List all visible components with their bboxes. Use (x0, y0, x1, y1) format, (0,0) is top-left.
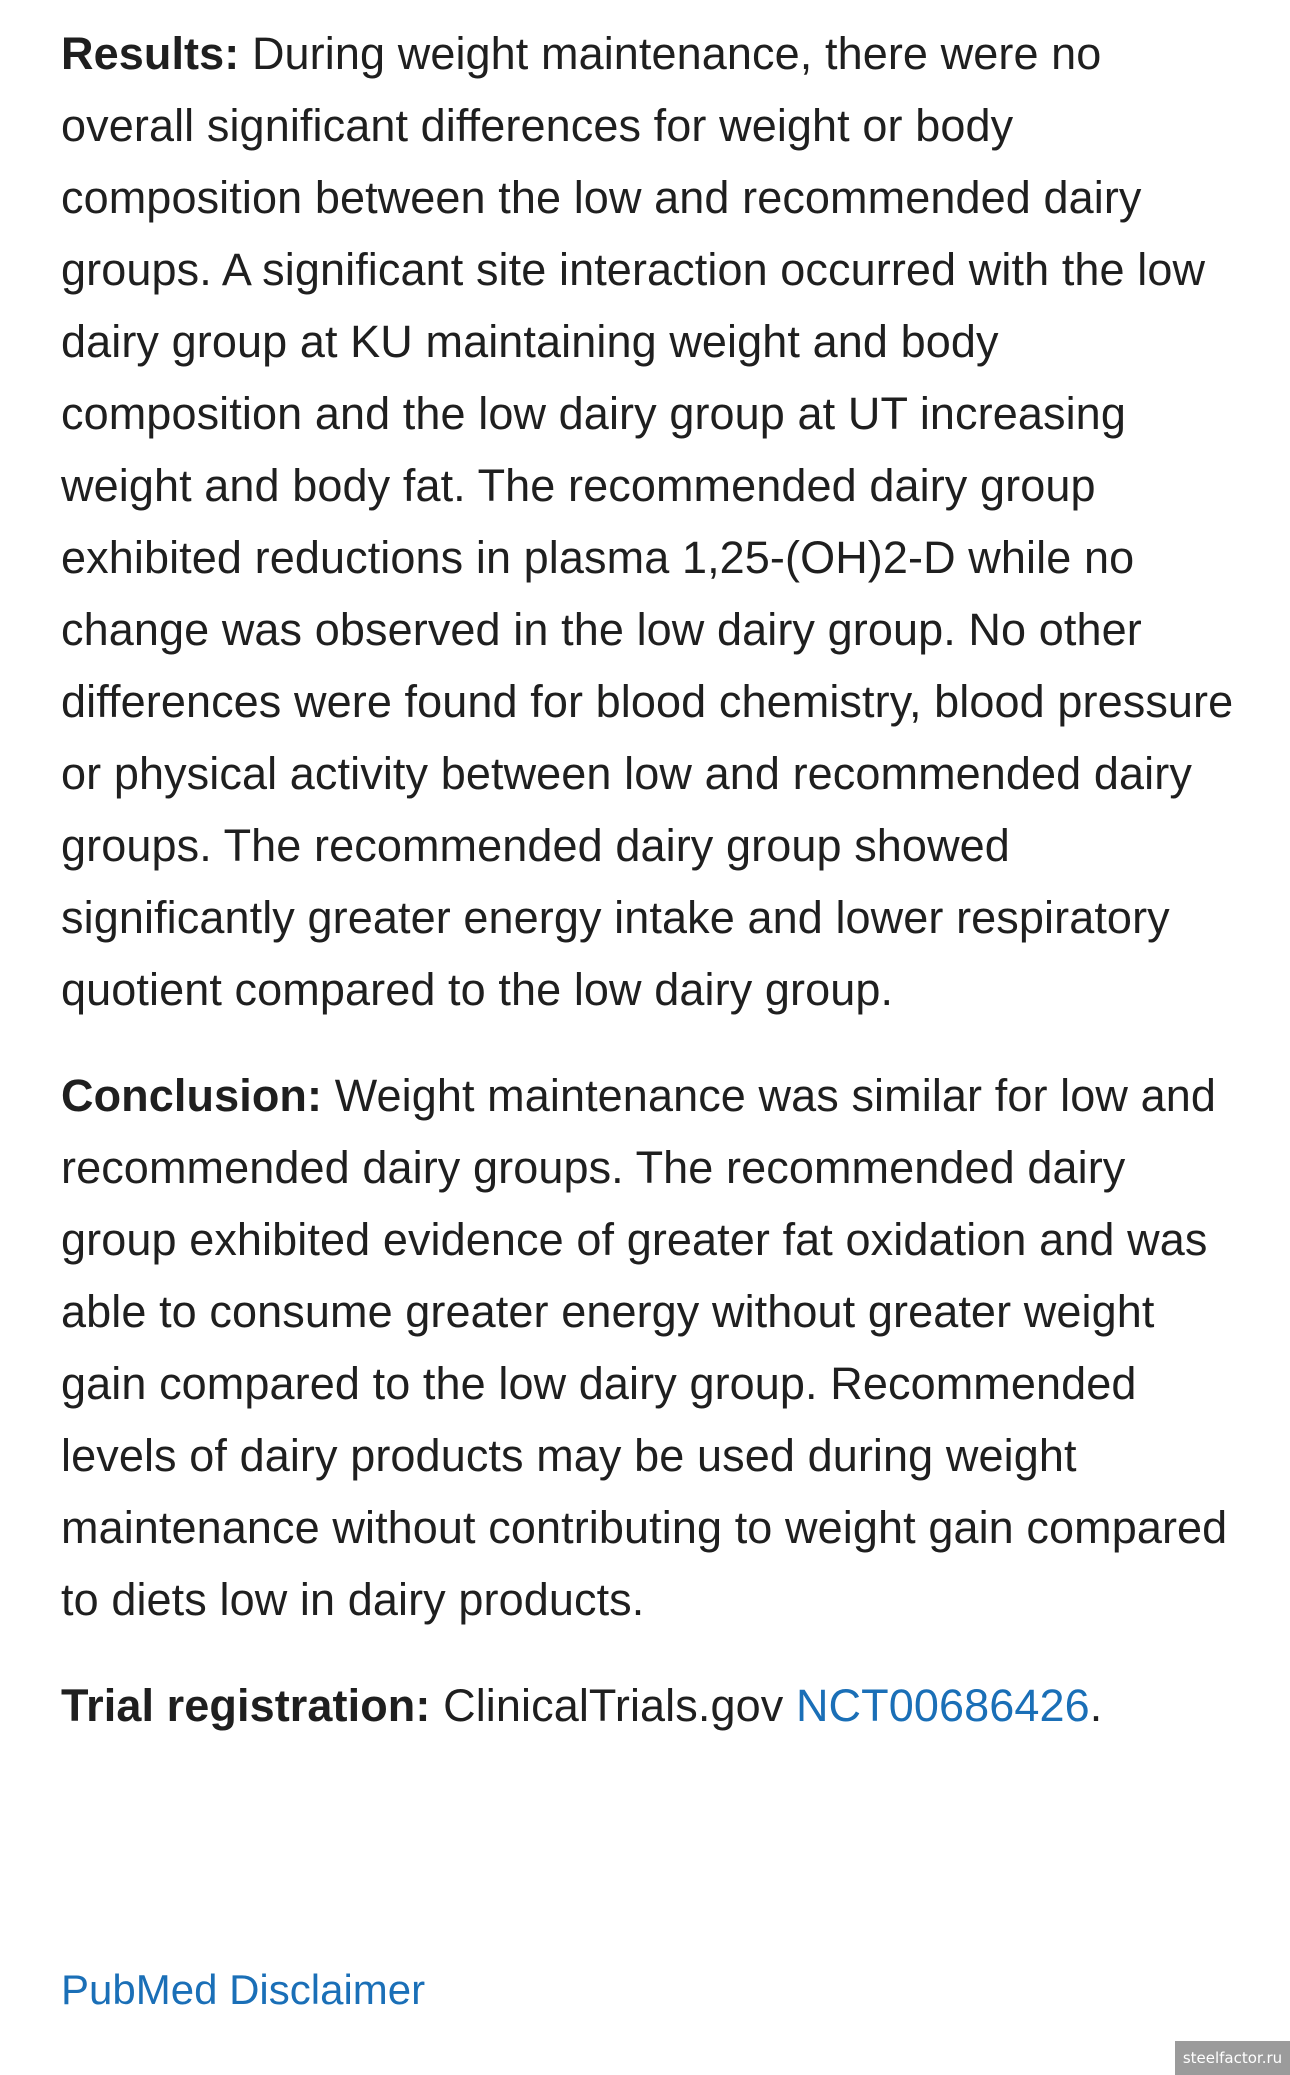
pubmed-disclaimer-link[interactable]: PubMed Disclaimer (61, 1966, 426, 2013)
trial-registration-text: ClinicalTrials.gov (443, 1680, 784, 1731)
abstract-content (61, 18, 1241, 1742)
watermark: steelfactor.ru (1175, 2041, 1290, 2075)
results-label: Results: (61, 28, 240, 79)
trial-registration-suffix: . (1089, 1680, 1103, 1731)
results-paragraph (61, 18, 1241, 1026)
trial-registration-label: Trial registration: (61, 1680, 431, 1731)
conclusion-label: Conclusion: (61, 1070, 323, 1121)
results-text: During weight maintenance, there were no overall significant differences for weight or body composition between the low and recommended dairy groups. A significant site interaction occurred with the low dairy group at KU maintaining weight and body composition and the low dairy group at UT increasing weight and body fat. The recommended dairy group exhibited reductions in plasma 1,25-(OH)2-D while no change was observed in the low dairy group. No other differences were found for blood chemistry, blood pressure or physical activity between low and recommended dairy groups. The recommended dairy group showed significantly greater energy intake and lower respiratory quotient compared to the low dairy group. (61, 28, 1234, 1015)
conclusion-paragraph (61, 1060, 1241, 1636)
conclusion-text: Weight maintenance was similar for low and recommended dairy groups. The recommended dairy group exhibited evidence of greater fat oxidation and was able to consume greater energy without greater weight gain compared to the low dairy group. Recommended levels of dairy products may be used during weight maintenance without contributing to weight gain compared to diets low in dairy products. (61, 1070, 1228, 1625)
trial-registration-paragraph (61, 1670, 1241, 1742)
trial-registration-link[interactable]: NCT00686426 (795, 1680, 1090, 1731)
